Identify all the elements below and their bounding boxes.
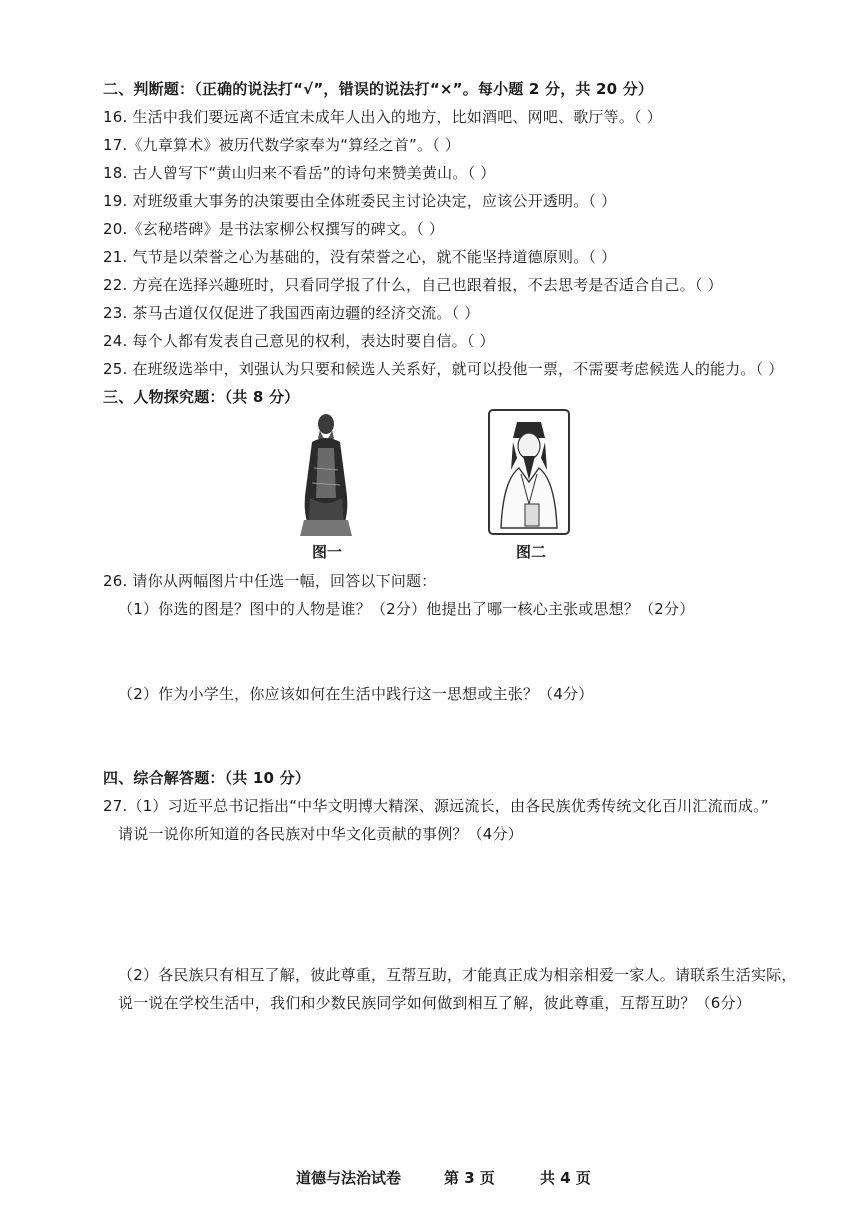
question-23: 23. 茶马古道仅仅促进了我国西南边疆的经济交流。（ ） — [103, 304, 480, 322]
question-27-part-2-line-1: （2）各民族只有相互了解，彼此尊重，互帮互助，才能真正成为相亲相爱一家人。请联系生活实际， — [118, 966, 797, 984]
question-17: 17.《九章算术》被历代数学家奉为“算经之首”。（ ） — [103, 136, 461, 154]
footer-subject: 道德与法治试卷 — [296, 1169, 402, 1187]
question-21: 21. 气节是以荣誉之心为基础的，没有荣誉之心，就不能坚持道德原则。（ ） — [103, 248, 617, 266]
question-27-part-1-line-2: 请说一说你所知道的各民族对中华文化贡献的事例？（4分） — [118, 825, 523, 843]
section3-heading: 三、人物探究题：（共 8 分） — [103, 388, 300, 406]
question-26-part-1: （1）你选的图是？图中的人物是谁？（2分）他提出了哪一核心主张或思想？（2分） — [118, 600, 695, 618]
figure-one-portrait — [290, 408, 362, 538]
question-20: 20.《玄秘塔碑》是书法家柳公权撰写的碑文。（ ） — [103, 220, 445, 238]
question-22: 22. 方亮在选择兴趣班时，只看同学报了什么，自己也跟着报，不去思考是否适合自己。（ ） — [103, 276, 723, 294]
question-26-part-2: （2）作为小学生，你应该如何在生活中践行这一思想或主张？（4分） — [118, 685, 594, 703]
question-26: 26. 请你从两幅图片中任选一幅，回答以下问题： — [103, 572, 437, 590]
question-16: 16. 生活中我们要远离不适宜未成年人出入的地方，比如酒吧、网吧、歌厅等。（ ） — [103, 108, 662, 126]
footer-total-pages: 共 4 页 — [540, 1169, 591, 1187]
section4-heading: 四、综合解答题：（共 10 分） — [103, 769, 311, 787]
question-18: 18. 古人曾写下“黄山归来不看岳”的诗句来赞美黄山。（ ） — [103, 164, 496, 182]
question-27-part-1-line-1: 27.（1）习近平总书记指出“中华文明博大精深、源远流长，由各民族优秀传统文化百川汇流而成。” — [103, 797, 769, 815]
figure-two-label: 图二 — [516, 543, 547, 561]
footer-page-number: 第 3 页 — [444, 1169, 495, 1187]
section2-heading: 二、判断题：（正确的说法打“√”，错误的说法打“×”。每小题 2 分，共 20 分） — [103, 80, 654, 98]
question-24: 24. 每个人都有发表自己意见的权利，表达时要自信。（ ） — [103, 332, 495, 350]
figure-one-label: 图一 — [312, 543, 343, 561]
question-27-part-2-line-2: 说一说在学校生活中，我们和少数民族同学如何做到相互了解，彼此尊重，互帮互助？（6分） — [118, 994, 751, 1012]
question-25: 25. 在班级选举中，刘强认为只要和候选人关系好，就可以投他一票，不需要考虑候选人的能力。（ ） — [103, 360, 784, 378]
question-19: 19. 对班级重大事务的决策要由全体班委民主讨论决定，应该公开透明。（ ） — [103, 192, 617, 210]
figure-two-portrait — [487, 408, 571, 536]
